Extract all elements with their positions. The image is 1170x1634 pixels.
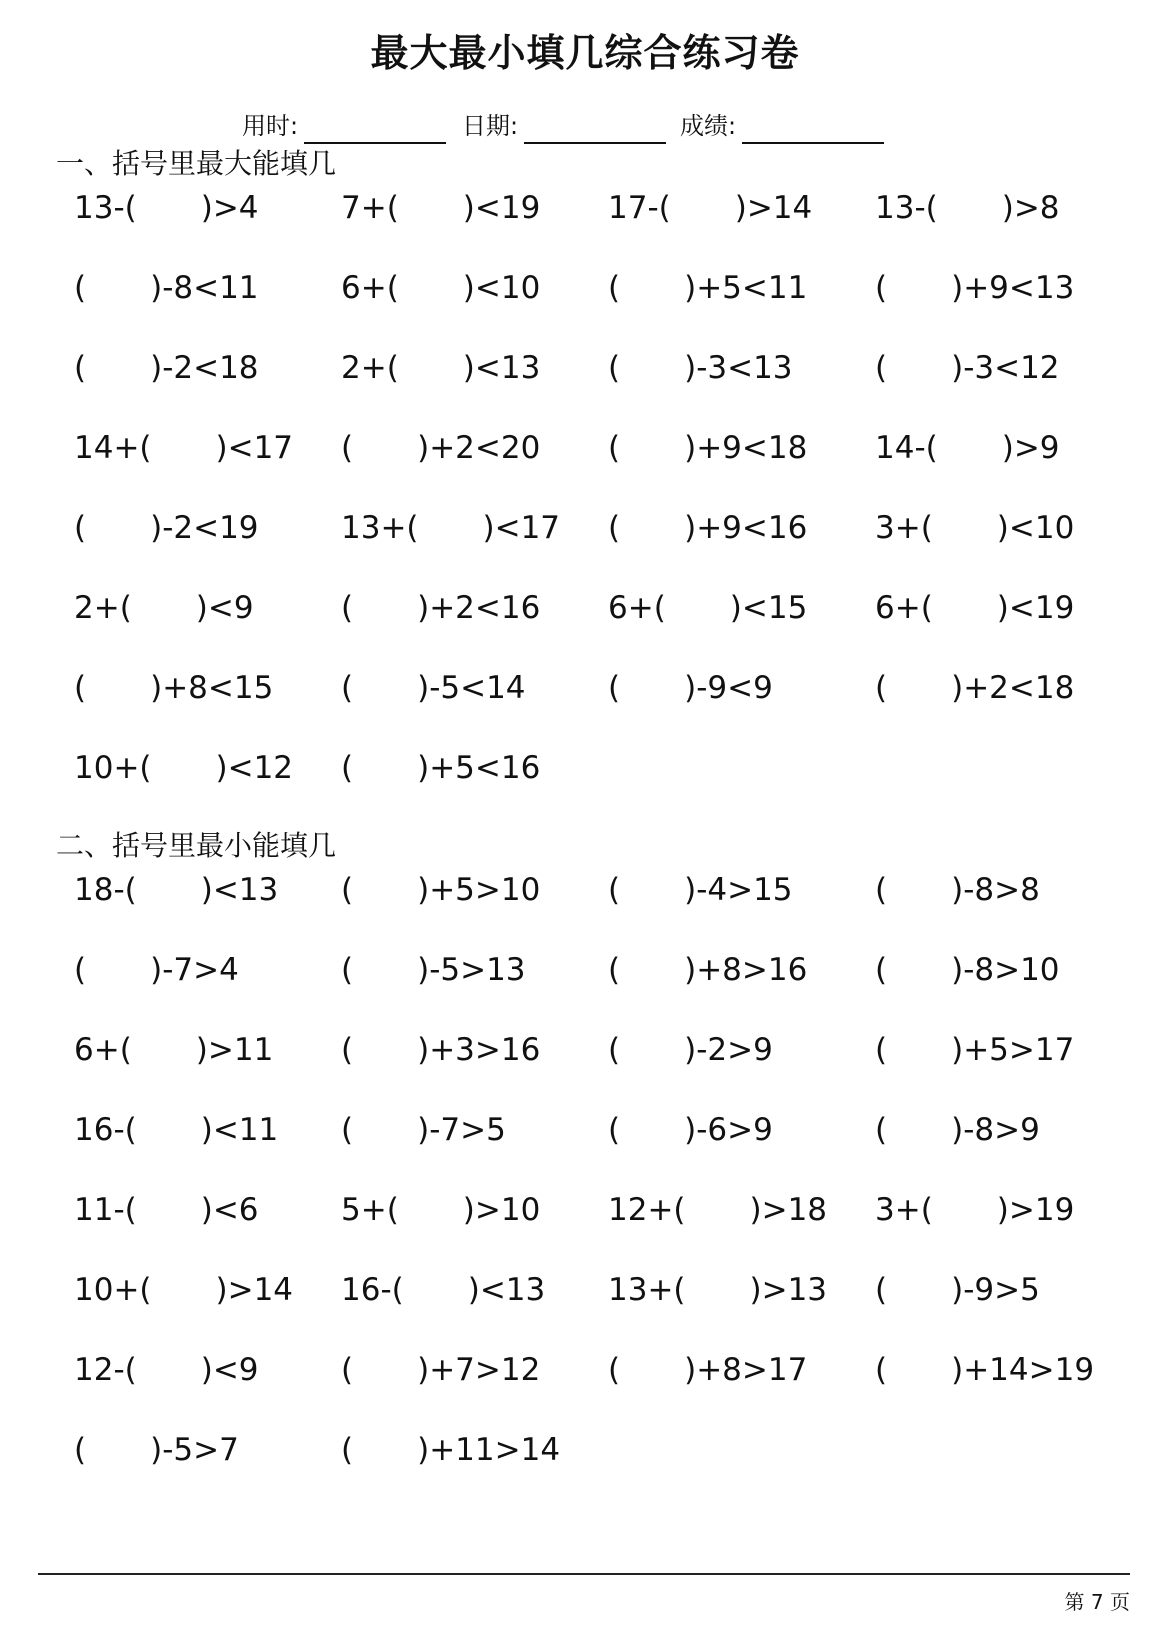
time-field bbox=[242, 108, 446, 144]
problem-left-part: 6+( bbox=[74, 1032, 132, 1068]
problem-right-part: )<13 bbox=[462, 350, 541, 386]
problem-left-part: 6+( bbox=[875, 590, 933, 626]
problem-item bbox=[875, 508, 1074, 548]
time-blank-line[interactable] bbox=[304, 118, 446, 144]
problem-right-part: )+11>14 bbox=[417, 1432, 561, 1468]
problem-item bbox=[74, 1030, 273, 1070]
problem-left-part: 7+( bbox=[341, 190, 399, 226]
problem-left-part: ( bbox=[608, 270, 621, 306]
problem-right-part: )+8>17 bbox=[684, 1352, 808, 1388]
problem-left-part: ( bbox=[74, 510, 87, 546]
problem-item bbox=[608, 508, 807, 548]
problem-right-part: )+9<18 bbox=[684, 430, 808, 466]
problem-item bbox=[341, 1110, 506, 1150]
problem-right-part: )+2<16 bbox=[417, 590, 541, 626]
problem-right-part: )<9 bbox=[200, 1352, 259, 1388]
problem-left-part: ( bbox=[875, 270, 888, 306]
problem-item bbox=[74, 188, 259, 228]
problem-left-part: ( bbox=[875, 1112, 888, 1148]
problem-left-part: ( bbox=[74, 952, 87, 988]
problem-left-part: ( bbox=[341, 1112, 354, 1148]
problem-item bbox=[74, 748, 293, 788]
problem-left-part: ( bbox=[608, 1032, 621, 1068]
problem-item bbox=[74, 268, 259, 308]
problem-right-part: )-3<12 bbox=[951, 350, 1060, 386]
problem-left-part: ( bbox=[341, 590, 354, 626]
problem-right-part: )-8>8 bbox=[951, 872, 1040, 908]
problem-right-part: )+2<20 bbox=[417, 430, 541, 466]
problem-left-part: ( bbox=[875, 670, 888, 706]
problem-left-part: 13+( bbox=[608, 1272, 686, 1308]
problem-right-part: )>13 bbox=[749, 1272, 828, 1308]
problem-item bbox=[341, 1430, 560, 1470]
problem-left-part: 14-( bbox=[875, 430, 938, 466]
problem-right-part: )<13 bbox=[200, 872, 279, 908]
problem-left-part: ( bbox=[608, 1112, 621, 1148]
problem-left-part: 10+( bbox=[74, 1272, 152, 1308]
problem-item bbox=[608, 1030, 773, 1070]
problem-item bbox=[875, 268, 1074, 308]
section-heading-min: 二、括号里最小能填几 bbox=[56, 829, 337, 862]
problem-right-part: )>9 bbox=[1001, 430, 1060, 466]
problem-right-part: )+5>10 bbox=[417, 872, 541, 908]
worksheet-title: 最大最小填几综合练习卷 bbox=[370, 31, 800, 75]
problem-right-part: )>8 bbox=[1001, 190, 1060, 226]
problem-item bbox=[341, 348, 540, 388]
problem-item bbox=[341, 1030, 540, 1070]
problem-right-part: )<9 bbox=[195, 590, 254, 626]
problem-left-part: ( bbox=[341, 1032, 354, 1068]
score-field bbox=[680, 108, 884, 144]
problem-item bbox=[341, 748, 540, 788]
problem-left-part: 13-( bbox=[875, 190, 938, 226]
problem-left-part: 6+( bbox=[608, 590, 666, 626]
problem-right-part: )<11 bbox=[200, 1112, 279, 1148]
problem-left-part: ( bbox=[875, 952, 888, 988]
problem-left-part: ( bbox=[875, 1272, 888, 1308]
problem-left-part: ( bbox=[74, 270, 87, 306]
problem-right-part: )-2<18 bbox=[150, 350, 259, 386]
problem-right-part: )+5<11 bbox=[684, 270, 808, 306]
problem-right-part: )+5<16 bbox=[417, 750, 541, 786]
problem-left-part: ( bbox=[875, 1352, 888, 1388]
problem-item bbox=[74, 1270, 293, 1310]
problem-left-part: ( bbox=[875, 1032, 888, 1068]
problem-item bbox=[341, 1270, 545, 1310]
problem-item bbox=[74, 1110, 278, 1150]
problem-left-part: 3+( bbox=[875, 510, 933, 546]
problem-left-part: ( bbox=[74, 670, 87, 706]
problem-left-part: 5+( bbox=[341, 1192, 399, 1228]
problem-right-part: )-8>10 bbox=[951, 952, 1060, 988]
problem-item bbox=[74, 1350, 259, 1390]
problem-left-part: ( bbox=[608, 872, 621, 908]
problem-item bbox=[875, 870, 1040, 910]
problem-right-part: )>4 bbox=[200, 190, 259, 226]
problem-right-part: )<10 bbox=[996, 510, 1075, 546]
problem-right-part: )<17 bbox=[482, 510, 561, 546]
problem-item bbox=[341, 1350, 540, 1390]
problem-item bbox=[74, 668, 273, 708]
problem-right-part: )-5>7 bbox=[150, 1432, 239, 1468]
problem-right-part: )-4>15 bbox=[684, 872, 793, 908]
problem-item bbox=[608, 870, 793, 910]
problem-item bbox=[875, 588, 1074, 628]
problem-left-part: 13+( bbox=[341, 510, 419, 546]
problem-item bbox=[875, 950, 1060, 990]
problem-left-part: 14+( bbox=[74, 430, 152, 466]
problem-item bbox=[875, 668, 1074, 708]
problem-left-part: 10+( bbox=[74, 750, 152, 786]
problem-item bbox=[875, 1110, 1040, 1150]
problem-right-part: )+2<18 bbox=[951, 670, 1075, 706]
problem-right-part: )-6>9 bbox=[684, 1112, 773, 1148]
problem-right-part: )<10 bbox=[462, 270, 541, 306]
problem-right-part: )-7>5 bbox=[417, 1112, 506, 1148]
problem-left-part: ( bbox=[341, 872, 354, 908]
problem-left-part: 2+( bbox=[74, 590, 132, 626]
problem-left-part: 17-( bbox=[608, 190, 671, 226]
problem-item bbox=[74, 508, 259, 548]
problem-left-part: 18-( bbox=[74, 872, 137, 908]
problem-item bbox=[74, 428, 293, 468]
problem-left-part: 16-( bbox=[74, 1112, 137, 1148]
problem-left-part: 12+( bbox=[608, 1192, 686, 1228]
problem-left-part: ( bbox=[341, 750, 354, 786]
problem-item bbox=[341, 870, 540, 910]
problem-item bbox=[341, 508, 560, 548]
problem-item bbox=[608, 1190, 827, 1230]
problem-left-part: 2+( bbox=[341, 350, 399, 386]
problem-left-part: ( bbox=[608, 510, 621, 546]
problem-left-part: 16-( bbox=[341, 1272, 404, 1308]
problem-right-part: )-3<13 bbox=[684, 350, 793, 386]
problem-item bbox=[608, 588, 807, 628]
problem-left-part: ( bbox=[875, 350, 888, 386]
problem-right-part: )<12 bbox=[215, 750, 294, 786]
problem-right-part: )<15 bbox=[729, 590, 808, 626]
problem-right-part: )+9<16 bbox=[684, 510, 808, 546]
problem-left-part: ( bbox=[608, 952, 621, 988]
problem-right-part: )<19 bbox=[462, 190, 541, 226]
problem-item bbox=[608, 1270, 827, 1310]
footer-rule bbox=[38, 1573, 1130, 1575]
problem-item bbox=[608, 428, 807, 468]
problem-right-part: )<17 bbox=[215, 430, 294, 466]
problem-right-part: )-8>9 bbox=[951, 1112, 1040, 1148]
problem-right-part: )>19 bbox=[996, 1192, 1075, 1228]
problem-item bbox=[608, 668, 773, 708]
problem-right-part: )-2>9 bbox=[684, 1032, 773, 1068]
time-label: 用时: bbox=[242, 112, 299, 140]
problem-left-part: 6+( bbox=[341, 270, 399, 306]
problem-item bbox=[341, 1190, 540, 1230]
problem-right-part: )-8<11 bbox=[150, 270, 259, 306]
problem-left-part: ( bbox=[341, 670, 354, 706]
score-label: 成绩: bbox=[680, 112, 737, 140]
problem-right-part: )+8>16 bbox=[684, 952, 808, 988]
page-number: 第 7 页 bbox=[1064, 1590, 1130, 1614]
problem-right-part: )<6 bbox=[200, 1192, 259, 1228]
problem-right-part: )+7>12 bbox=[417, 1352, 541, 1388]
problem-item bbox=[608, 348, 793, 388]
problem-item bbox=[341, 588, 540, 628]
problem-right-part: )>10 bbox=[462, 1192, 541, 1228]
problem-left-part: ( bbox=[341, 1352, 354, 1388]
problem-left-part: ( bbox=[341, 952, 354, 988]
date-blank-line[interactable] bbox=[524, 118, 666, 144]
problem-item bbox=[341, 268, 540, 308]
problem-item bbox=[74, 1190, 259, 1230]
problem-left-part: 13-( bbox=[74, 190, 137, 226]
problem-right-part: )-5>13 bbox=[417, 952, 526, 988]
problem-left-part: ( bbox=[341, 1432, 354, 1468]
problem-item bbox=[341, 188, 540, 228]
problem-item bbox=[74, 1430, 239, 1470]
problem-item bbox=[74, 870, 278, 910]
problem-right-part: )+5>17 bbox=[951, 1032, 1075, 1068]
problem-item bbox=[74, 588, 254, 628]
problem-item bbox=[608, 950, 807, 990]
problem-left-part: 3+( bbox=[875, 1192, 933, 1228]
problem-item bbox=[341, 428, 540, 468]
problem-item bbox=[875, 188, 1060, 228]
problem-right-part: )-9<9 bbox=[684, 670, 773, 706]
problem-right-part: )>18 bbox=[749, 1192, 828, 1228]
problem-left-part: ( bbox=[608, 670, 621, 706]
problem-left-part: ( bbox=[608, 1352, 621, 1388]
problem-right-part: )+8<15 bbox=[150, 670, 274, 706]
problem-item bbox=[608, 268, 807, 308]
problem-item bbox=[608, 1350, 807, 1390]
problem-item bbox=[341, 668, 526, 708]
date-field bbox=[462, 108, 666, 144]
score-blank-line[interactable] bbox=[742, 118, 884, 144]
problem-right-part: )+14>19 bbox=[951, 1352, 1095, 1388]
problem-right-part: )<19 bbox=[996, 590, 1075, 626]
problem-left-part: 12-( bbox=[74, 1352, 137, 1388]
problem-left-part: ( bbox=[608, 350, 621, 386]
date-label: 日期: bbox=[462, 112, 519, 140]
problem-item bbox=[74, 950, 239, 990]
problem-right-part: )-2<19 bbox=[150, 510, 259, 546]
problem-item bbox=[74, 348, 259, 388]
problem-item bbox=[875, 1190, 1074, 1230]
problem-left-part: ( bbox=[74, 1432, 87, 1468]
problem-item bbox=[608, 188, 812, 228]
problem-right-part: )+9<13 bbox=[951, 270, 1075, 306]
problem-left-part: ( bbox=[74, 350, 87, 386]
problem-item bbox=[875, 1350, 1094, 1390]
problem-item bbox=[608, 1110, 773, 1150]
problem-item bbox=[875, 428, 1060, 468]
problem-left-part: ( bbox=[608, 430, 621, 466]
problem-right-part: )>11 bbox=[195, 1032, 274, 1068]
problem-item bbox=[875, 1030, 1074, 1070]
problem-item bbox=[875, 1270, 1040, 1310]
problem-right-part: )-9>5 bbox=[951, 1272, 1040, 1308]
problem-right-part: )-5<14 bbox=[417, 670, 526, 706]
section-heading-max: 一、括号里最大能填几 bbox=[56, 147, 337, 180]
problem-right-part: )<13 bbox=[467, 1272, 546, 1308]
problem-left-part: ( bbox=[875, 872, 888, 908]
problem-left-part: 11-( bbox=[74, 1192, 137, 1228]
problem-right-part: )-7>4 bbox=[150, 952, 239, 988]
problem-right-part: )>14 bbox=[734, 190, 813, 226]
problem-right-part: )+3>16 bbox=[417, 1032, 541, 1068]
problem-left-part: ( bbox=[341, 430, 354, 466]
problem-right-part: )>14 bbox=[215, 1272, 294, 1308]
problem-item bbox=[875, 348, 1060, 388]
problem-item bbox=[341, 950, 526, 990]
